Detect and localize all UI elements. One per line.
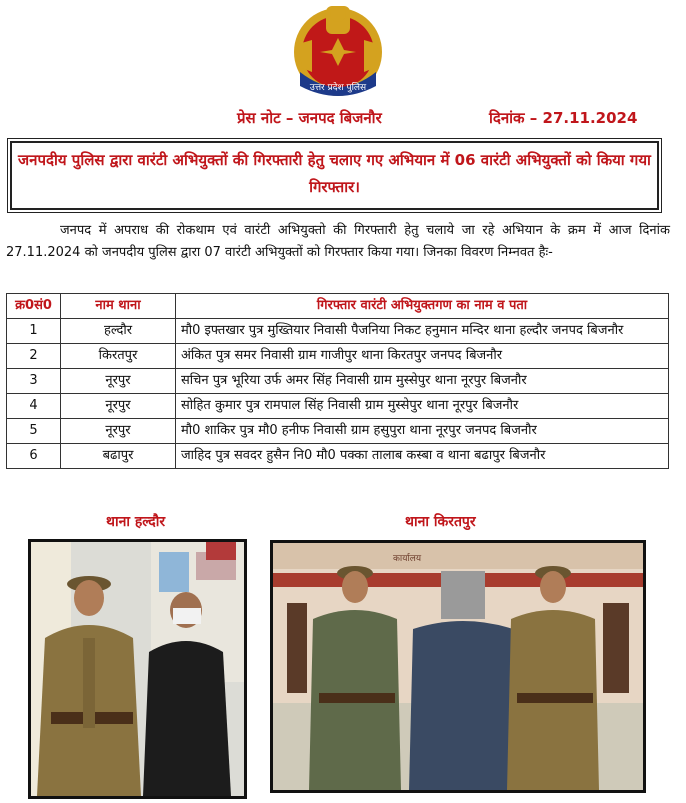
office-sign-text: कार्यालय xyxy=(393,554,422,564)
cell-detail: मौ0 शाकिर पुत्र मौ0 हनीफ निवासी ग्राम हसुपुरा थाना नूरपुर जनपद बिजनौर xyxy=(176,419,669,444)
table-row xyxy=(7,419,669,444)
cell-thana: नूरपुर xyxy=(61,369,176,394)
col-header-thana: नाम थाना xyxy=(61,294,176,319)
cell-thana: बढापुर xyxy=(61,444,176,469)
intro-paragraph xyxy=(6,220,670,264)
accused-table xyxy=(6,293,669,469)
table-row xyxy=(7,444,669,469)
cell-detail: मौ0 इफ्तखार पुत्र मुख्तियार निवासी पैजनिया निकट हनुमान मन्दिर थाना हल्दौर जनपद बिजनौर xyxy=(176,319,669,344)
photo-caption-kiratpur: थाना किरतपुर xyxy=(405,514,476,530)
table-row xyxy=(7,369,669,394)
logo-text: उत्तर प्रदेश पुलिस xyxy=(309,83,367,93)
photo-kiratpur xyxy=(270,540,646,793)
table-row xyxy=(7,344,669,369)
up-police-logo xyxy=(290,2,386,102)
cell-detail: जाहिद पुत्र सवदर हुसैन नि0 मौ0 पक्का तालाब कस्बा व थाना बढापुर बिजनौर xyxy=(176,444,669,469)
cell-thana: नूरपुर xyxy=(61,394,176,419)
col-header-detail: गिरफ्तार वारंटी अभियुक्तगण का नाम व पता xyxy=(176,294,669,319)
cell-sno: 5 xyxy=(7,419,61,444)
table-header-row xyxy=(7,294,669,319)
table-row xyxy=(7,394,669,419)
photo-caption-haldaur: थाना हल्दौर xyxy=(106,514,166,530)
cell-detail: सचिन पुत्र भूरिया उर्फ अमर सिंह निवासी ग्राम मुस्सेपुर थाना नूरपुर बिजनौर xyxy=(176,369,669,394)
cell-sno: 3 xyxy=(7,369,61,394)
cell-thana: हल्दौर xyxy=(61,319,176,344)
cell-sno: 4 xyxy=(7,394,61,419)
table-row xyxy=(7,319,669,344)
cell-sno: 1 xyxy=(7,319,61,344)
col-header-sno: क्र0सं0 xyxy=(7,294,61,319)
cell-detail: सोहित कुमार पुत्र रामपाल सिंह निवासी ग्राम मुस्सेपुर थाना नूरपुर बिजनौर xyxy=(176,394,669,419)
cell-sno: 2 xyxy=(7,344,61,369)
cell-thana: नूरपुर xyxy=(61,419,176,444)
date-label: दिनांक – 27.11.2024 xyxy=(489,109,638,127)
cell-sno: 6 xyxy=(7,444,61,469)
headline-box: जनपदीय पुलिस द्वारा वारंटी अभियुक्तों की गिरफ्तारी हेतु चलाए गए अभियान में 06 वारंटी अभियुक्तों को किया गया गिरफ्तार। xyxy=(10,141,659,210)
photo-haldaur xyxy=(28,539,247,799)
intro-text: जनपद में अपराध की रोकथाम एवं वारंटी अभियुक्तो की गिरफ्तारी हेतु चलाये जा रहे अभियान के क्रम में आज दिनांक 27.11.2024 को जनपदीय पुलिस द्वारा 07 वारंटी अभियुक्तों को गिरफ्तार किया गया। जिनका विवरण निम्नवत हैः- xyxy=(6,223,670,260)
press-note-title: प्रेस नोट – जनपद बिजनौर xyxy=(237,109,382,127)
cell-thana: किरतपुर xyxy=(61,344,176,369)
cell-detail: अंकित पुत्र समर निवासी ग्राम गाजीपुर थाना किरतपुर जनपद बिजनौर xyxy=(176,344,669,369)
